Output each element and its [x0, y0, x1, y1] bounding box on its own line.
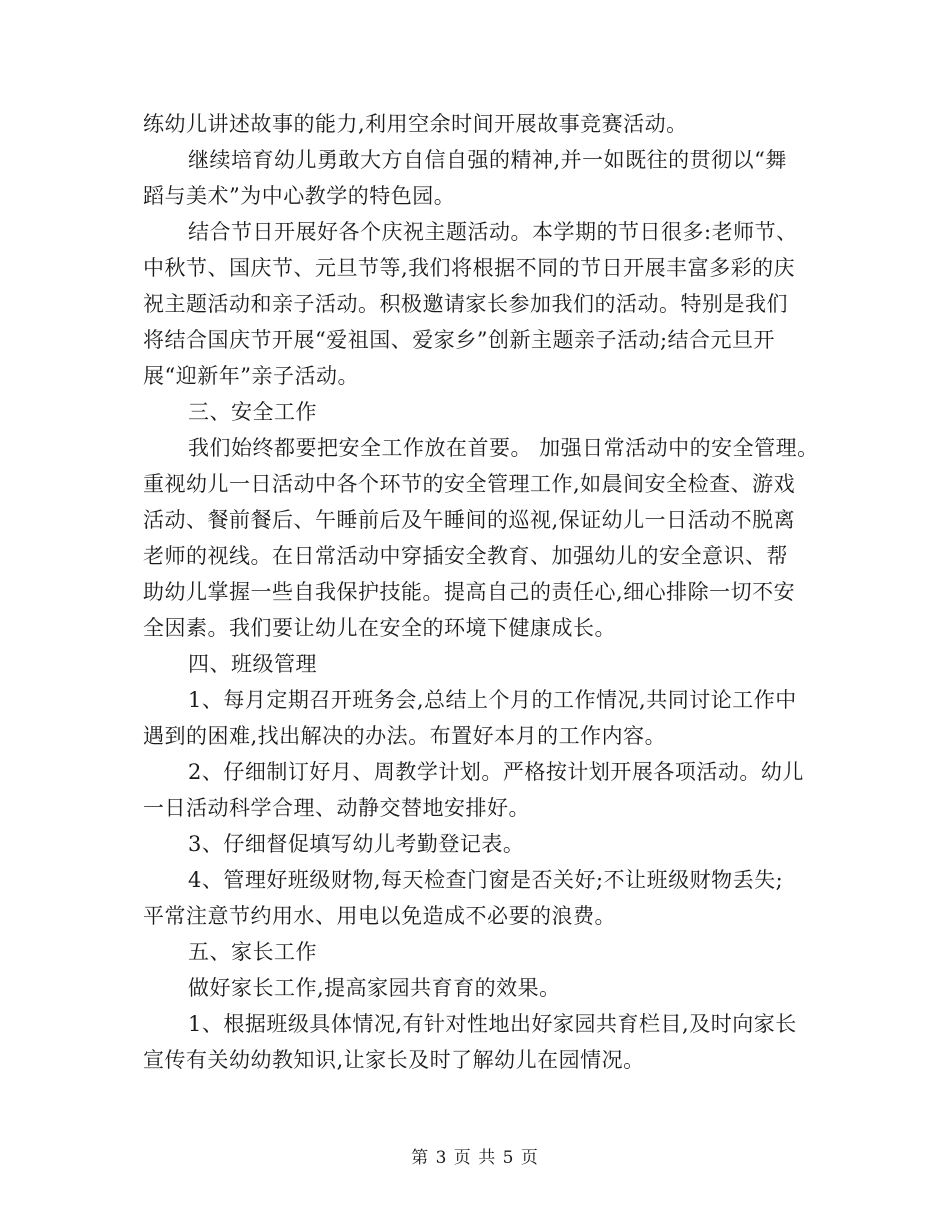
text-line: 平常注意节约用水、用电以免造成不必要的浪费。: [143, 904, 616, 928]
text-line: 继续培育幼儿勇敢大方自信自强的精神,并一如既往的贯彻以“舞: [188, 148, 787, 172]
text-line: 助幼儿掌握一些自我保护技能。提高自己的责任心,细心排除一切不安: [143, 580, 796, 604]
text-line: 老师的视线。在日常活动中穿插安全教育、加强幼儿的安全意识、帮: [143, 544, 788, 568]
text-line: 练幼儿讲述故事的能力,利用空余时间开展故事竞赛活动。: [143, 112, 688, 136]
text-line: 活动、餐前餐后、午睡前后及午睡间的巡视,保证幼儿一日活动不脱离: [143, 508, 796, 532]
text-line: 蹈与美术”为中心教学的特色园。: [143, 184, 456, 208]
section-heading: 五、家长工作: [188, 940, 317, 964]
text-line: 2、仔细制订好月、周教学计划。严格按计划开展各项活动。幼儿: [188, 760, 804, 784]
text-line: 宣传有关幼幼教知识,让家长及时了解幼儿在园情况。: [143, 1048, 645, 1072]
text-line: 展“迎新年”亲子活动。: [143, 364, 359, 388]
text-line: 1、每月定期召开班务会,总结上个月的工作情况,共同讨论工作中: [188, 688, 797, 712]
text-line: 将结合国庆节开展“爱祖国、爱家乡”创新主题亲子活动;结合元旦开: [143, 328, 776, 352]
section-heading: 四、班级管理: [188, 652, 317, 676]
text-line: 做好家长工作,提高家园共育育的效果。: [188, 976, 561, 1000]
text-line: 中秋节、国庆节、元旦节等,我们将根据不同的节日开展丰富多彩的庆: [143, 256, 796, 280]
text-line: 一日活动科学合理、动静交替地安排好。: [143, 796, 530, 820]
text-line: 结合节日开展好各个庆祝主题活动。本学期的节日很多:老师节、: [188, 220, 798, 244]
text-line: 我们始终都要把安全工作放在首要。 加强日常活动中的安全管理。: [188, 436, 819, 460]
text-line: 3、仔细督促填写幼儿考勤登记表。: [188, 832, 525, 856]
text-line: 重视幼儿一日活动中各个环节的安全管理工作,如晨间安全检查、游戏: [143, 472, 796, 496]
section-heading: 三、安全工作: [188, 400, 317, 424]
text-line: 祝主题活动和亲子活动。积极邀请家长参加我们的活动。特别是我们: [143, 292, 788, 316]
page-number-footer: 第 3 页 共 5 页: [411, 1148, 539, 1168]
text-line: 遇到的困难,找出解决的办法。布置好本月的工作内容。: [143, 724, 667, 748]
text-line: 4、管理好班级财物,每天检查门窗是否关好;不让班级财物丢失;: [188, 868, 784, 892]
text-line: 1、根据班级具体情况,有针对性地出好家园共育栏目,及时向家长: [188, 1012, 797, 1036]
text-line: 全因素。我们要让幼儿在安全的环境下健康成长。: [143, 616, 616, 640]
